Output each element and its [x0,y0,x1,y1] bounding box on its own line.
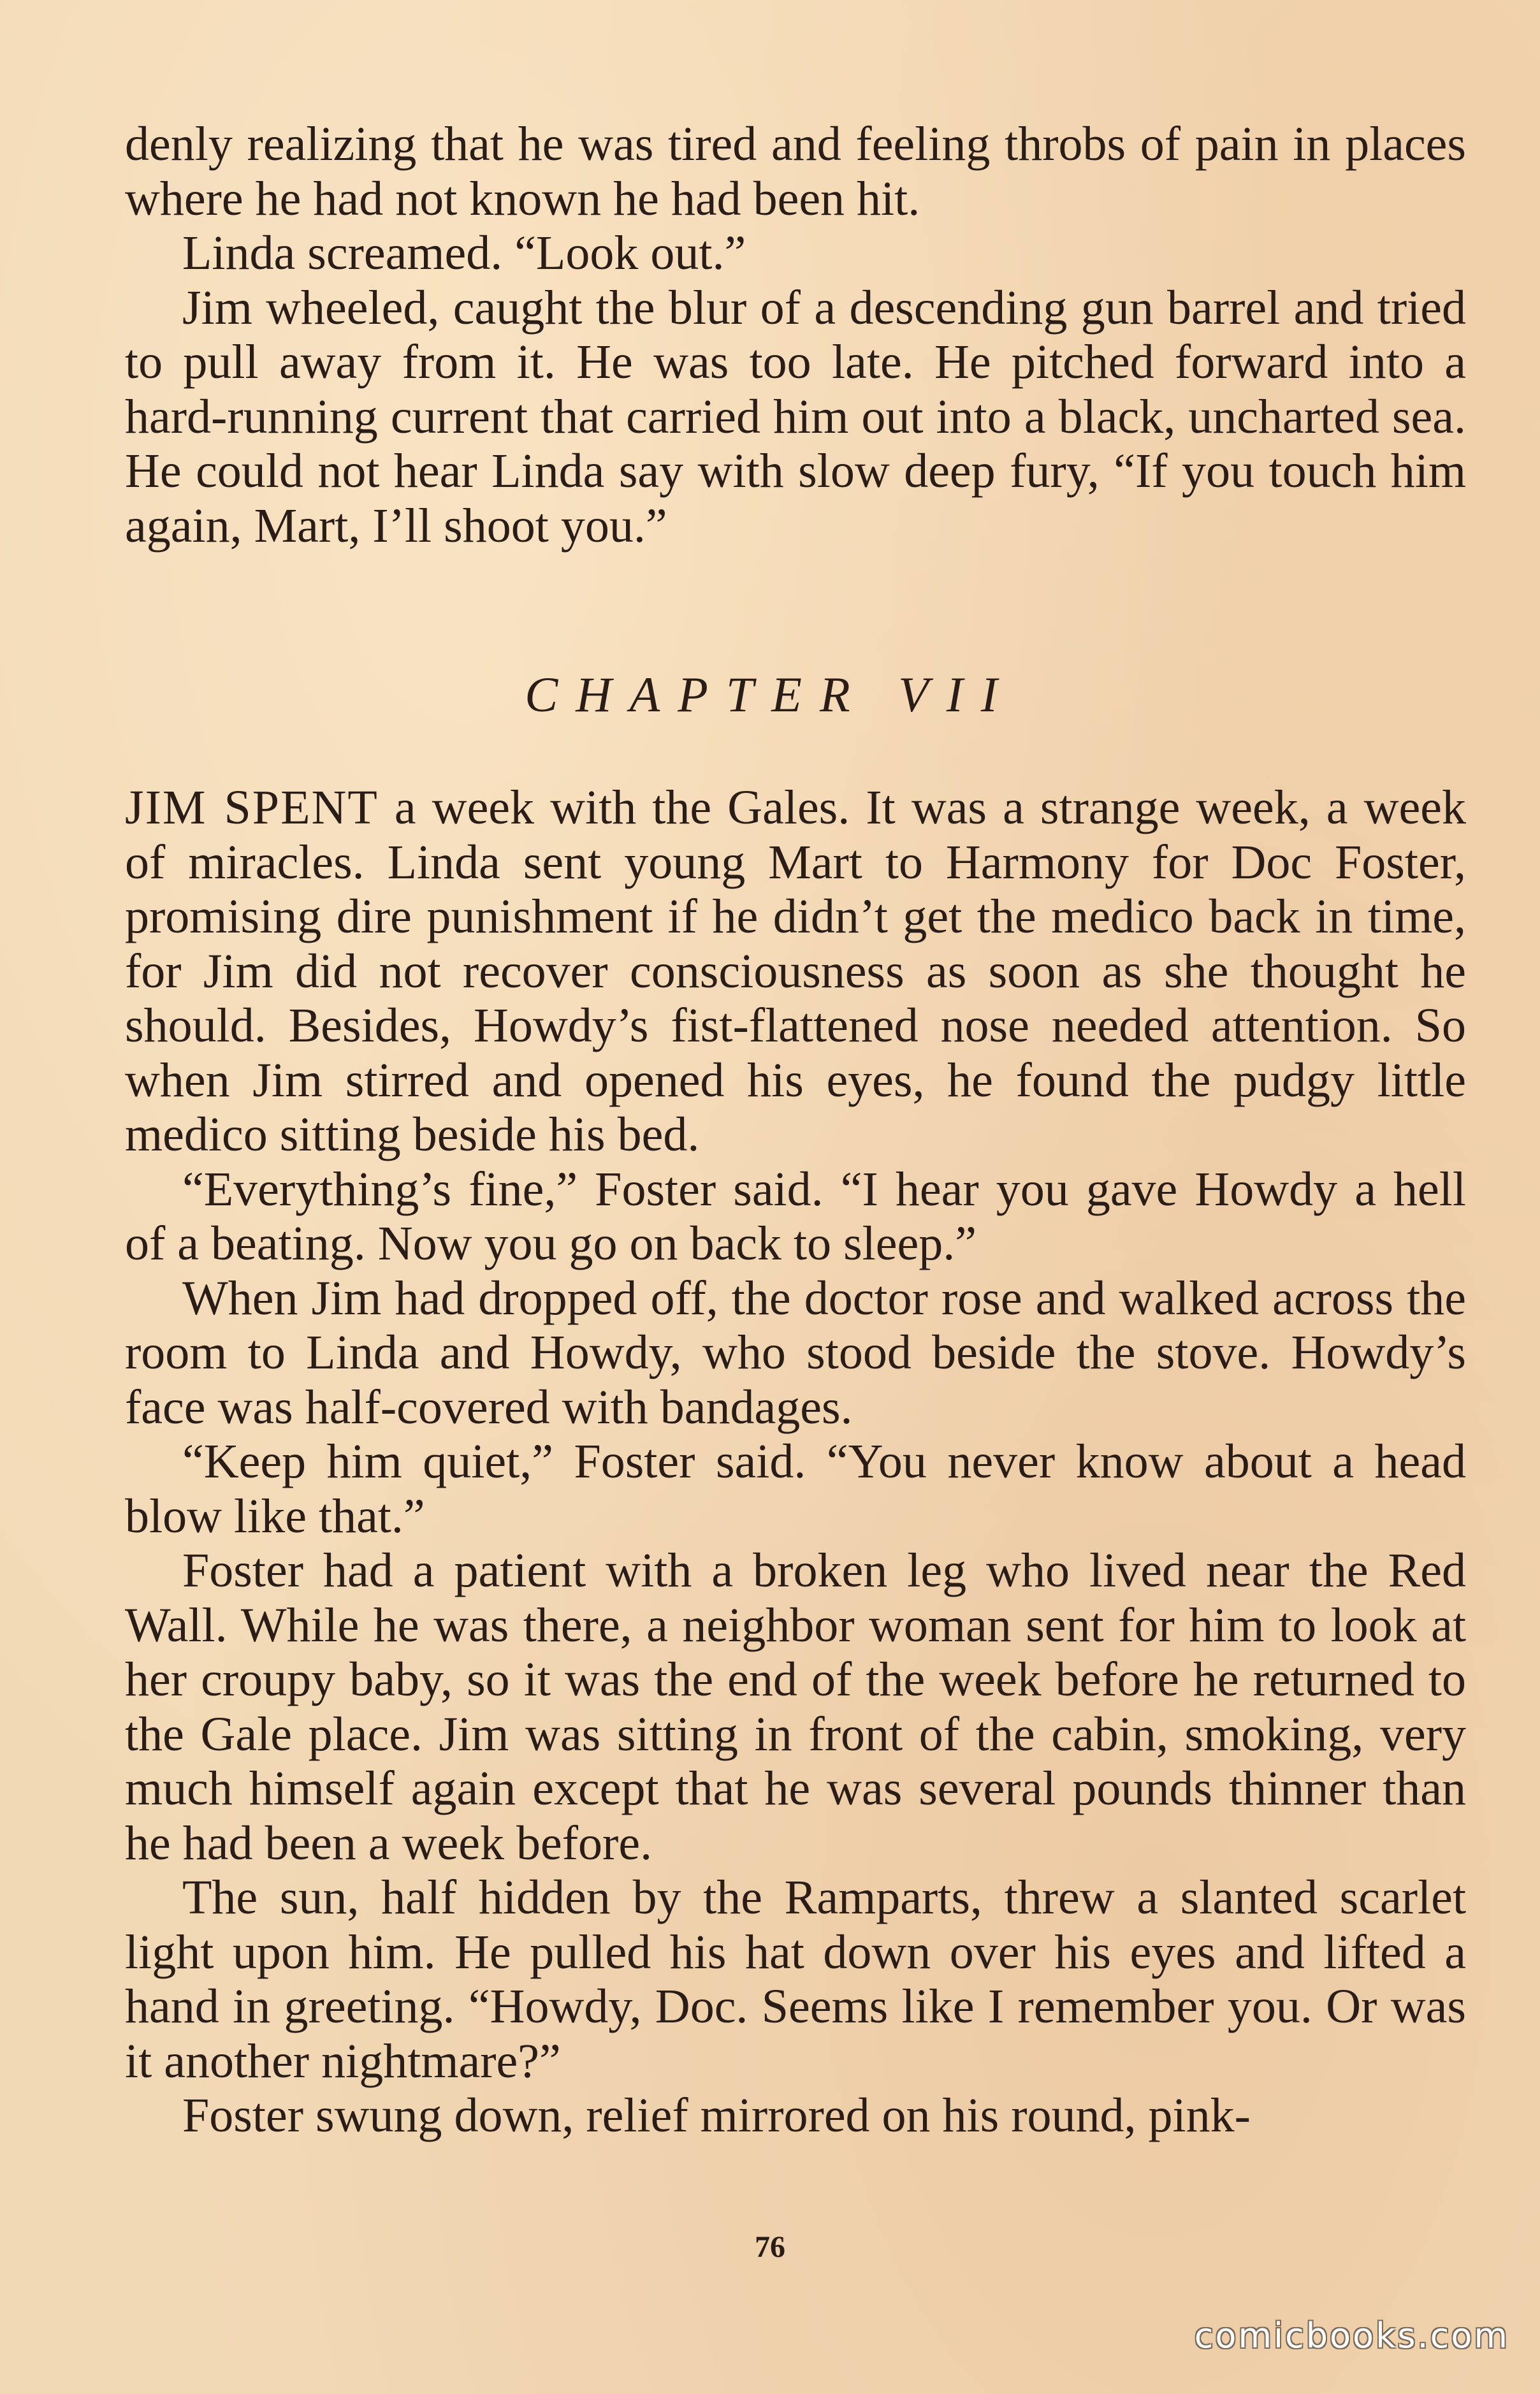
paragraph: “Everything’s fine,” Foster said. “I hear you gave Howdy a hell of a beating. Now you go on back to sleep.” [125,1162,1466,1270]
paragraph: Linda screamed. “Look out.” [182,226,746,280]
paragraph: denly realizing that he was tired and feeling throbs of pain in places where he had not known he had been hit. [125,117,1466,226]
opening-paragraph-text: a week with the Gales. It was a strange week, a week of miracles. Linda sent young Mart to Harmony for Doc Foster, promising dire punishment if he didn’t get the medico back in time, for Jim did not recover consciousness as soon as she thought he should. Besides, Howdy’s fist-flattened nose needed attention. So when Jim stirred and opened his eyes, he found the pudgy little medico sitting beside his bed. [125,781,1466,1161]
paragraph: Jim wheeled, caught the blur of a descending gun barrel and tried to pull away from it. He was too late. He pitched forward into a hard-running current that carried him out into a black, uncharted sea. He could not hear Linda say with slow deep fury, “If you touch him again, Mart, I’ll shoot you.” [125,280,1466,553]
watermark: comicbooks.com [1194,2316,1509,2356]
paragraph: When Jim had dropped off, the doctor rose and walked across the room to Linda and Howdy, who stood beside the stove. Howdy’s face was half-covered with bandages. [125,1271,1466,1434]
chapter-heading: CHAPTER VII [525,667,1015,722]
paragraph: Foster swung down, relief mirrored on his round, pink- [182,2089,1251,2142]
paragraph: “Keep him quiet,” Foster said. “You never know about a head blow like that.” [125,1435,1466,1543]
paragraph: Foster had a patient with a broken leg who lived near the Red Wall. While he was there, a neighbor woman sent for him to look at her croupy baby, so it was the end of the week before he returned to the Gale place. Jim was sitting in front of the cabin, smoking, very much himself again except that he was several pounds thinner than he had been a week before. [125,1544,1466,1870]
page-number: 76 [755,2230,785,2264]
paragraph: The sun, half hidden by the Ramparts, threw a slanted scarlet light upon him. He pulled his hat down over his eyes and lifted a hand in greeting. “Howdy, Doc. Seems like I remember you. Or was it another nightmare?” [125,1871,1466,2088]
chapter-opening-paragraph [125,781,1466,1163]
chapter-text-block [125,781,1466,2144]
top-text-block [125,117,1466,553]
lead-caps: JIM SPENT [125,781,379,834]
